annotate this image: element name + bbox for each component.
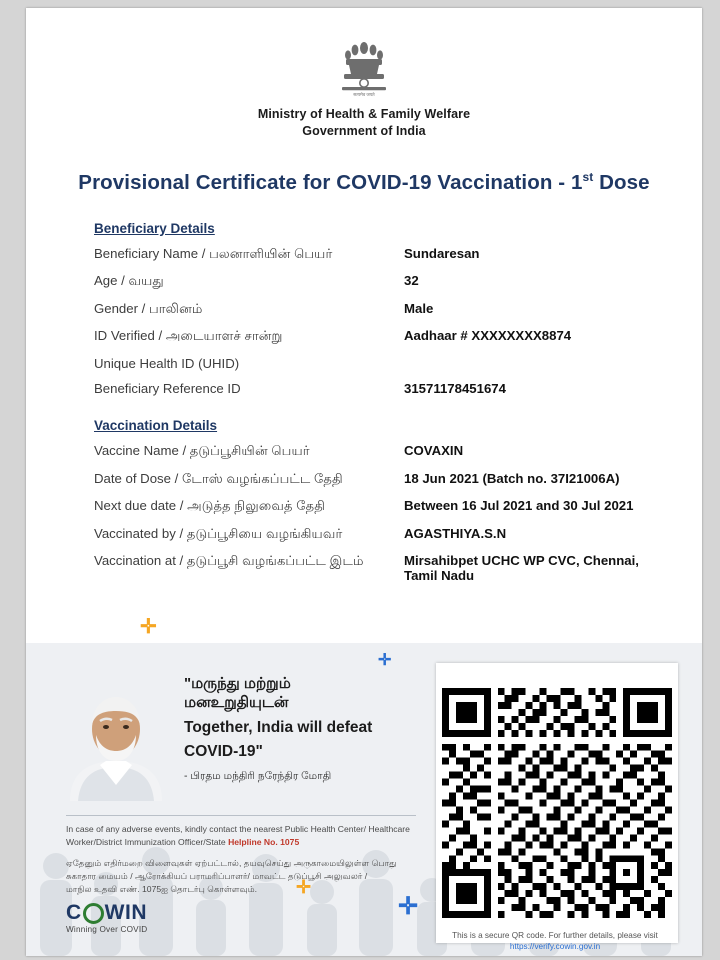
decorative-plus-icon: ✛ <box>140 616 157 638</box>
beneficiary-section-title: Beneficiary Details <box>94 220 215 236</box>
advisory-tamil-line-3: மாநில உதவி எண். 1075ஐ தொடர்பு கொள்ளவும். <box>66 884 258 895</box>
verification-link[interactable]: https://verify.cowin.gov.in <box>509 941 601 951</box>
cowin-tagline: Winning Over COVID <box>66 925 148 934</box>
field-label: Next due date / அடுத்த நிலுவைத் தேதி <box>94 498 325 514</box>
page-title-ordinal: st <box>582 169 594 184</box>
field-label: Vaccination at / தடுப்பூசி வழங்கப்பட்ட இடம் <box>94 553 364 569</box>
field-label: Gender / பாலினம் <box>94 300 203 316</box>
qr-code-image <box>442 669 672 937</box>
svg-text:सत्यमेव जयते: सत्यमेव जयते <box>353 92 375 97</box>
field-value: COVAXIN <box>404 443 464 459</box>
quote-attribution: - பிரதம மந்திரி நரேந்திர மோதி <box>184 770 332 783</box>
certificate-header <box>26 8 702 140</box>
advisory-english-text: In case of any adverse events, kindly contact the nearest Public Health Center/ Healthcare Worker/District Immunization Officer/State <box>66 824 410 848</box>
field-label: Beneficiary Reference ID <box>94 381 241 397</box>
advisory-tamil-line-2: சுகாதார மையம் / ஆரோக்கியப் பராமரிப்பாளர்/ மாவட்ட தடுப்பூசி அலுவலர் / <box>66 870 368 881</box>
prime-minister-portrait <box>60 681 172 801</box>
table-row <box>94 328 672 345</box>
table-row <box>94 273 672 290</box>
advisory-tamil <box>66 857 418 897</box>
certificate-qr-code <box>436 663 678 943</box>
qr-caption-text: This is a secure QR code. For further details, please visit <box>452 930 658 940</box>
field-value: Between 16 Jul 2021 and 30 Jul 2021 <box>404 498 634 514</box>
field-label: ID Verified / அடையாளச் சான்று <box>94 328 283 344</box>
field-value: 32 <box>404 273 419 289</box>
field-value: Aadhaar # XXXXXXXX8874 <box>404 328 572 344</box>
advisory-english <box>66 823 418 850</box>
table-row <box>94 526 672 543</box>
advisory-text <box>66 823 418 904</box>
certificate-sheet <box>26 8 702 956</box>
page-title <box>26 170 702 195</box>
field-value: AGASTHIYA.S.N <box>404 525 507 541</box>
ministry-line-1: Ministry of Health & Family Welfare <box>257 107 471 121</box>
decorative-plus-icon: ✛ <box>378 652 392 669</box>
table-row <box>94 356 672 371</box>
quote-english-line-1: Together, India will defeat <box>184 718 373 736</box>
certificate-footer <box>26 616 702 956</box>
table-row <box>94 498 672 515</box>
table-row <box>94 301 672 318</box>
decorative-plus-icon: ✛ <box>296 877 312 897</box>
cowin-letter-c: C <box>66 901 82 924</box>
field-label: Age / வயது <box>94 273 164 289</box>
vaccination-details-section <box>26 418 702 583</box>
quote-tamil-line-2: மனஉறுதியுடன் <box>184 693 289 711</box>
field-label: Date of Dose / டோஸ் வழங்கப்பட்ட தேதி <box>94 470 343 486</box>
field-value: 31571178451674 <box>404 381 506 397</box>
pm-quote-block <box>184 675 414 783</box>
india-national-emblem-icon <box>337 38 391 100</box>
vaccination-section-title: Vaccination Details <box>94 418 218 434</box>
table-row <box>94 443 672 460</box>
field-value: Sundaresan <box>404 245 480 261</box>
beneficiary-details-section <box>26 221 702 397</box>
ministry-name <box>26 106 702 140</box>
table-row <box>94 471 672 488</box>
quote-tamil-line-1: "மருந்து மற்றும் <box>184 675 291 692</box>
table-row <box>94 553 672 583</box>
field-label: Beneficiary Name / பலனாளியின் பெயர் <box>94 245 333 261</box>
table-row <box>94 381 672 396</box>
ministry-line-2: Government of India <box>302 123 426 138</box>
page-title-suffix: Dose <box>593 170 650 194</box>
cowin-letters-win: WIN <box>104 901 147 924</box>
field-value: 18 Jun 2021 (Batch no. 37I21006A) <box>404 470 620 486</box>
cowin-ring-icon <box>83 903 104 924</box>
field-value: Male <box>404 300 434 316</box>
cowin-logo <box>66 902 147 934</box>
decorative-plus-icon: ✛ <box>398 893 419 920</box>
table-row <box>94 246 672 263</box>
field-label: Unique Health ID (UHID) <box>94 355 240 371</box>
helpline-number: Helpline No. 1075 <box>228 837 300 848</box>
advisory-tamil-line-1: ஏதேனும் எதிர்மறை விளைவுகள் ஏற்பட்டால், தயவுசெய்து அருகாமையிலுள்ள பொது <box>66 857 397 868</box>
field-value: Mirsahibpet UCHC WP CVC, Chennai, Tamil Nadu <box>404 553 639 584</box>
field-label: Vaccinated by / தடுப்பூசியை வழங்கியவர் <box>94 525 343 541</box>
cowin-wordmark <box>66 902 147 923</box>
footer-divider <box>66 815 416 816</box>
qr-caption <box>430 930 680 952</box>
quote-english-line-2: COVID-19" <box>184 742 263 760</box>
field-label: Vaccine Name / தடுப்பூசியின் பெயர் <box>94 443 310 459</box>
page-title-main: Provisional Certificate for COVID-19 Vaccination - 1 <box>78 170 583 194</box>
